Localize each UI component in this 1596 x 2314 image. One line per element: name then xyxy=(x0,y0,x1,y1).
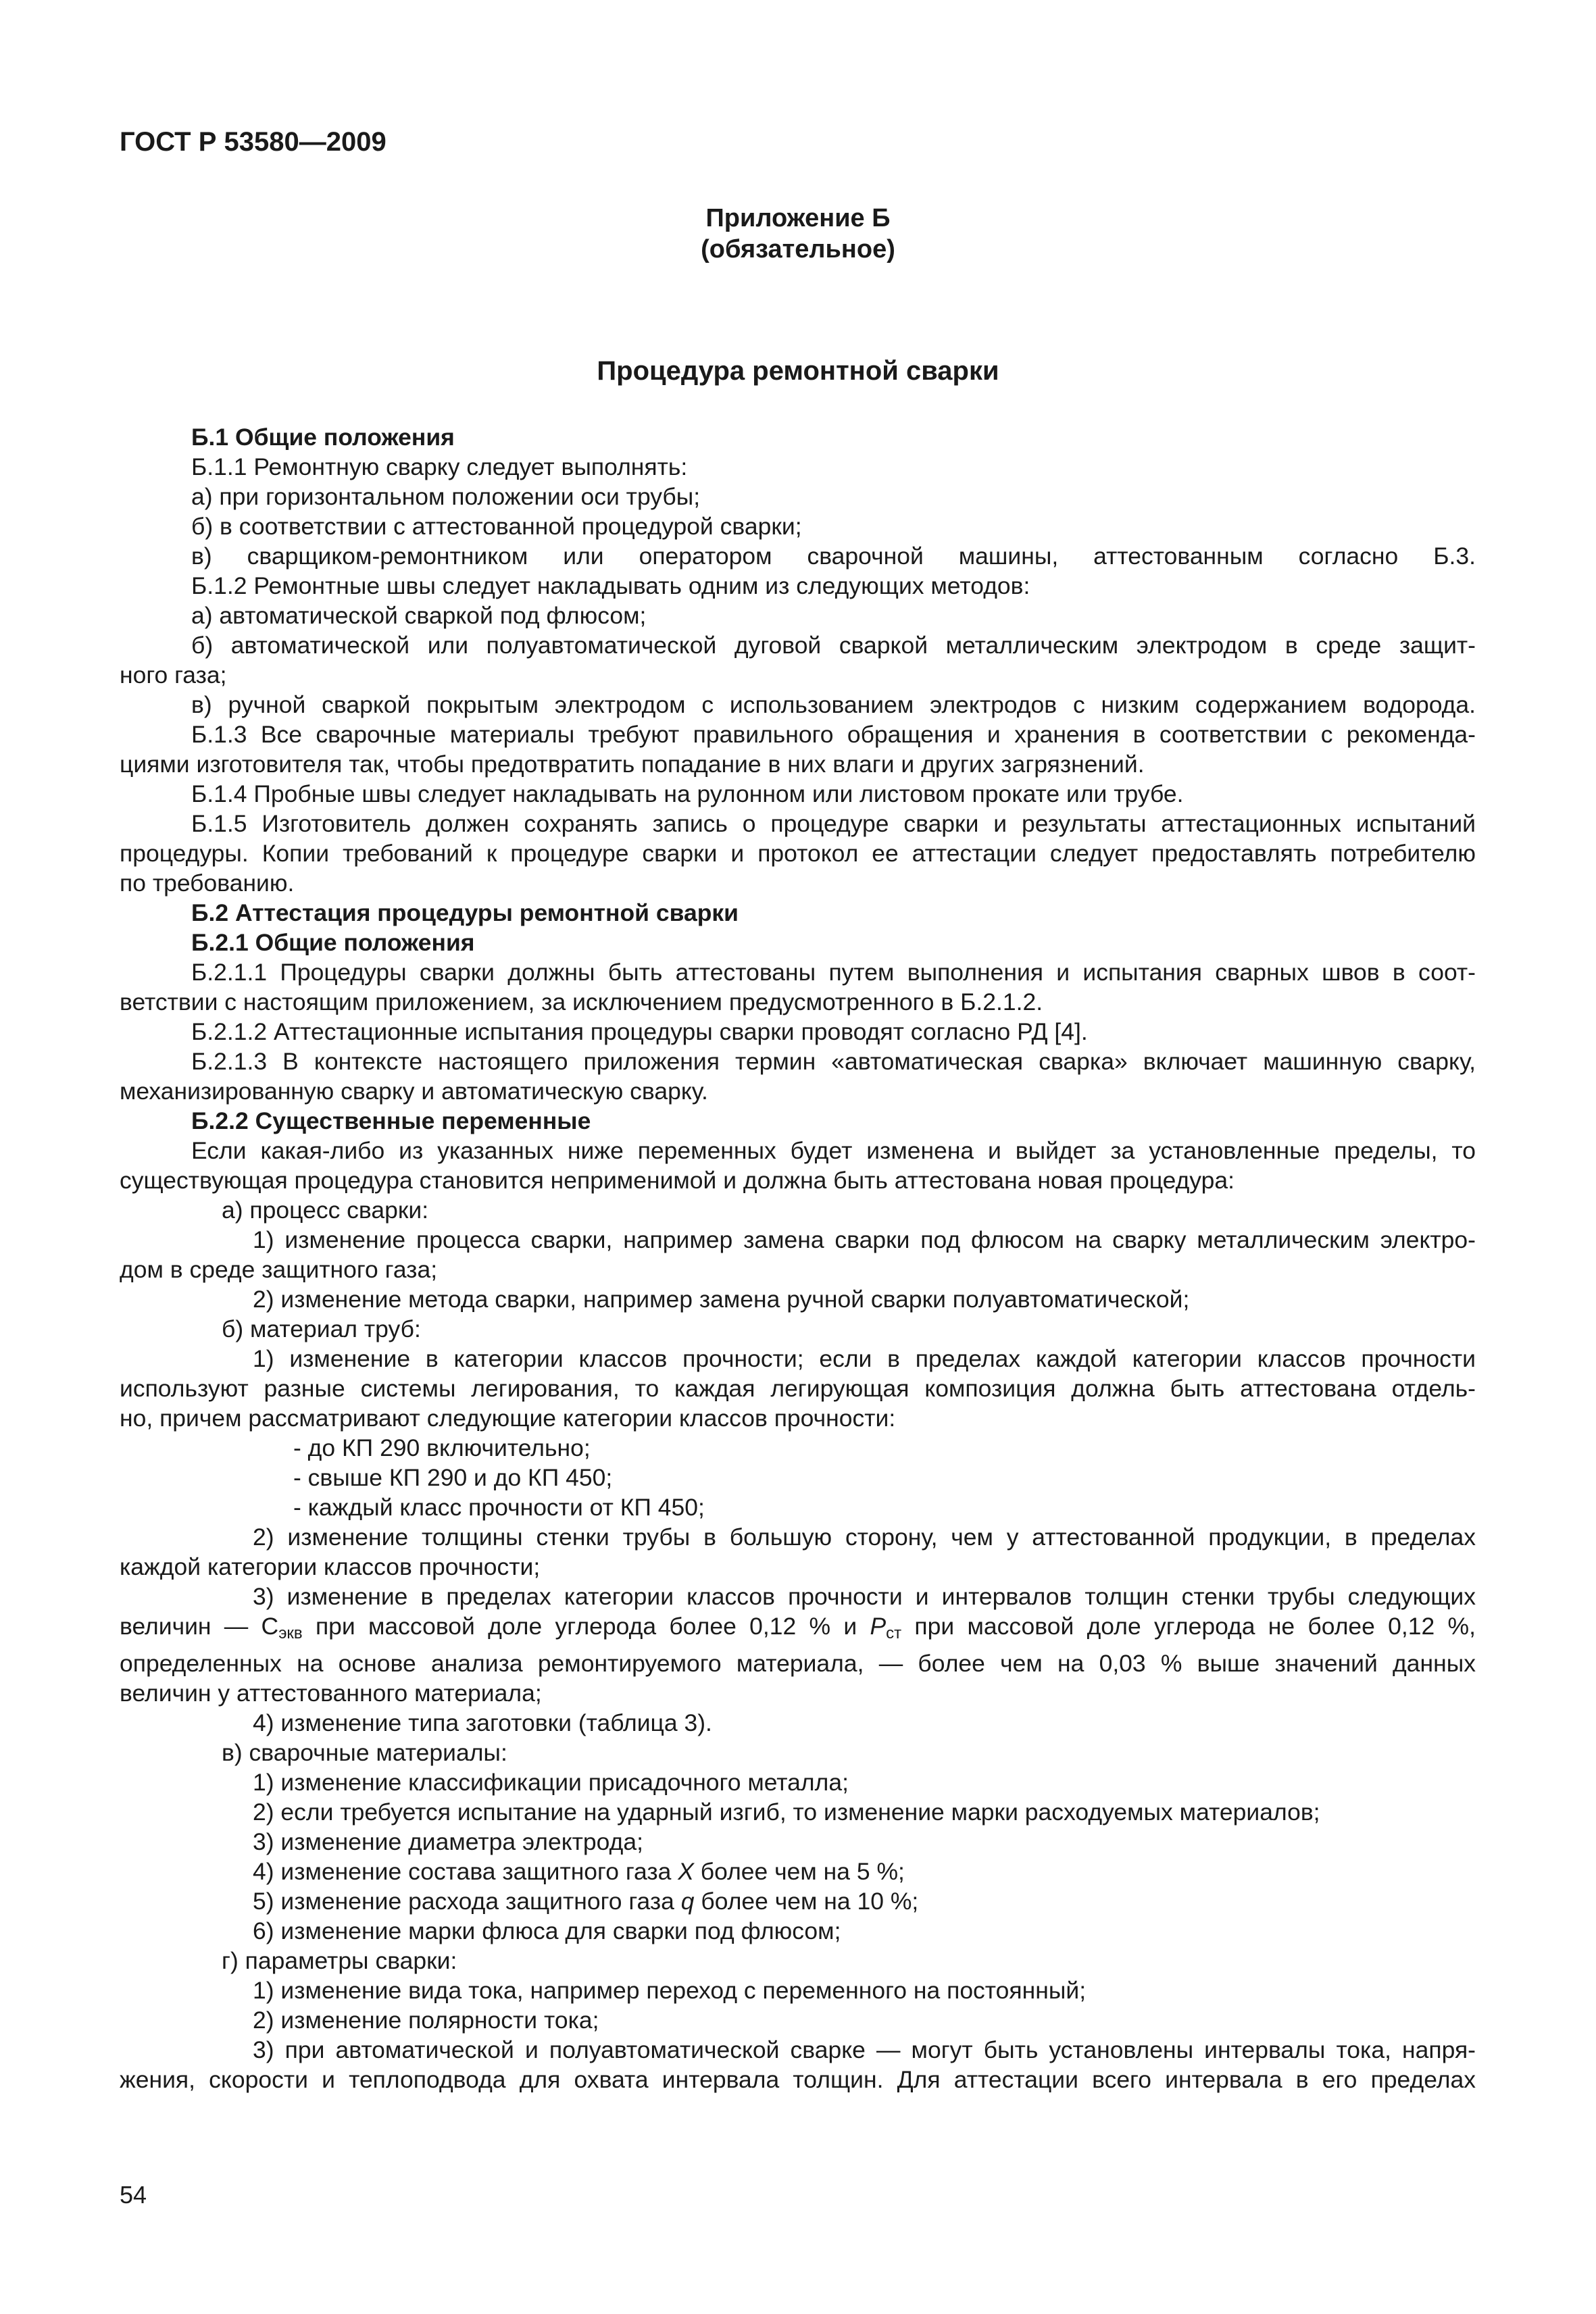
text-line: ного газа; xyxy=(120,661,227,688)
text-line: существующая процедура становится неприменимой и должна быть аттестована новая процедура: xyxy=(120,1167,1235,1194)
body-text xyxy=(120,422,1476,2094)
text-line: по требованию. xyxy=(120,870,295,897)
text-line: Б.2.1 Общие положения xyxy=(191,929,475,956)
text-line: 1) изменение вида тока, например переход с переменного на постоянный; xyxy=(253,1977,1087,2004)
text-line: 3) изменение в пределах категории классов прочности и интервалов толщин стенки трубы следующих xyxy=(253,1583,1476,1610)
text-line: Б.1.4 Пробные швы следует накладывать на рулонном или листовом прокате или трубе. xyxy=(191,780,1184,807)
text-line: определенных на основе анализа ремонтируемого материала, — более чем на 0,03 % выше значений данных xyxy=(120,1650,1476,1677)
text-line: г) параметры сварки: xyxy=(222,1947,457,1974)
text-line: каждой категории классов прочности; xyxy=(120,1553,541,1580)
text-line: в) ручной сваркой покрытым электродом с использованием электродов с низким содержанием водорода. xyxy=(191,691,1476,718)
text-line: 4) изменение типа заготовки (таблица 3). xyxy=(253,1709,712,1736)
appendix-label: Приложение Б xyxy=(705,204,891,232)
appendix-heading xyxy=(0,203,1596,265)
standard-number: ГОСТ Р 53580—2009 xyxy=(120,127,386,157)
text-line: Б.1.3 Все сварочные материалы требуют правильного обращения и хранения в соответствии с рекоменда- xyxy=(191,721,1476,748)
text-run: 5) изменение расхода защитного газа xyxy=(253,1888,681,1915)
text-line: 3) при автоматической и полуавтоматической сварке — могут быть установлены интервалы тока, напря- xyxy=(253,2036,1476,2063)
text-line: - до КП 290 включительно; xyxy=(293,1434,591,1461)
text-line: - каждый класс прочности от КП 450; xyxy=(293,1494,705,1521)
text-line: Б.1.1 Ремонтную сварку следует выполнять: xyxy=(191,453,688,480)
text-line: Б.2.2 Существенные переменные xyxy=(191,1107,591,1134)
text-line: Б.2.1.3 В контексте настоящего приложения термин «автоматическая сварка» включает машинную сварку, xyxy=(191,1048,1476,1075)
text-line: в) сварщиком-ремонтником или оператором сварочной машины, аттестованным согласно Б.3. xyxy=(191,543,1476,570)
text-line: 6) изменение марки флюса для сварки под флюсом; xyxy=(253,1917,841,1944)
text-line: но, причем рассматривают следующие категории классов прочности: xyxy=(120,1405,896,1432)
page-number: 54 xyxy=(120,2181,147,2209)
appendix-title: Процедура ремонтной сварки xyxy=(597,356,999,386)
text-line: механизированную сварку и автоматическую сварку. xyxy=(120,1078,708,1105)
text-line: 2) изменение толщины стенки трубы в большую сторону, чем у аттестованной продукции, в пределах xyxy=(253,1524,1476,1551)
text-line: Б.2.1.1 Процедуры сварки должны быть аттестованы путем выполнения и испытания сварных швов в соот- xyxy=(191,959,1476,986)
text-line: 2) изменение полярности тока; xyxy=(253,2007,599,2034)
text-line: а) автоматической сваркой под флюсом; xyxy=(191,602,647,629)
text-line: б) автоматической или полуавтоматической дуговой сваркой металлическим электродом в среде защит- xyxy=(191,632,1476,659)
text-line: б) в соответствии с аттестованной процедурой сварки; xyxy=(191,513,802,540)
text-run: при массовой доле углерода не более 0,12 %, xyxy=(901,1613,1476,1640)
text-line: 1) изменение классификации присадочного металла; xyxy=(253,1769,849,1796)
text-line: 2) если требуется испытание на ударный изгиб, то изменение марки расходуемых материалов; xyxy=(253,1799,1320,1826)
text-line: - свыше КП 290 и до КП 450; xyxy=(293,1464,613,1491)
text-line: б) материал труб: xyxy=(222,1315,421,1342)
text-line: 3) изменение диаметра электрода; xyxy=(253,1828,643,1855)
variable: Р xyxy=(870,1613,887,1640)
text-line: циями изготовителя так, чтобы предотвратить попадание в них влаги и других загрязнений. xyxy=(120,751,1145,778)
text-line: Если какая-либо из указанных ниже переменных будет изменена и выйдет за установленные пределы, то xyxy=(191,1137,1476,1164)
text-run: более чем на 10 %; xyxy=(694,1888,919,1915)
text-line: Б.1.2 Ремонтные швы следует накладывать одним из следующих методов: xyxy=(191,572,1030,599)
text-line: величин у аттестованного материала; xyxy=(120,1680,542,1707)
subscript: экв xyxy=(278,1624,303,1642)
text-line: Б.1.5 Изготовитель должен сохранять запись о процедуре сварки и результаты аттестационных испытаний xyxy=(191,810,1476,837)
text-run: 4) изменение состава защитного газа xyxy=(253,1858,678,1885)
text-line: Б.2 Аттестация процедуры ремонтной сварки xyxy=(191,899,739,926)
text-line xyxy=(120,1886,1476,1916)
text-line: 1) изменение процесса сварки, например замена сварки под флюсом на сварку металлическим электро- xyxy=(253,1226,1476,1253)
text-run: величин — С xyxy=(120,1613,279,1640)
text-line: в) сварочные материалы: xyxy=(222,1739,507,1766)
text-line: а) процесс сварки: xyxy=(222,1197,429,1224)
text-line: 2) изменение метода сварки, например замена ручной сварки полуавтоматической; xyxy=(253,1286,1190,1313)
text-line xyxy=(120,1611,1476,1649)
text-line xyxy=(120,1857,1476,1886)
text-line: ветствии с настоящим приложением, за исключением предусмотренного в Б.2.1.2. xyxy=(120,988,1043,1015)
text-line: а) при горизонтальном положении оси трубы; xyxy=(191,483,701,510)
text-line: жения, скорости и теплоподвода для охвата интервала толщин. Для аттестации всего интервала в его пределах xyxy=(120,2066,1476,2093)
text-line: Б.2.1.2 Аттестационные испытания процедуры сварки проводят согласно РД [4]. xyxy=(191,1018,1088,1045)
text-line: Б.1 Общие положения xyxy=(191,424,455,451)
appendix-status: (обязательное) xyxy=(701,235,895,263)
text-line: дом в среде защитного газа; xyxy=(120,1256,438,1283)
text-line: используют разные системы легирования, то каждая легирующая композиция должна быть аттестована отдель- xyxy=(120,1375,1476,1402)
variable: q xyxy=(680,1888,695,1915)
text-line: процедуры. Копии требований к процедуре сварки и протокол ее аттестации следует предоставлять потребителю xyxy=(120,840,1476,867)
text-run: при массовой доле углерода более 0,12 % и xyxy=(302,1613,870,1640)
variable: X xyxy=(678,1858,694,1885)
text-line: 1) изменение в категории классов прочности; если в пределах каждой категории классов прочности xyxy=(253,1345,1476,1372)
subscript: ст xyxy=(886,1624,902,1642)
text-run: более чем на 5 %; xyxy=(693,1858,905,1885)
